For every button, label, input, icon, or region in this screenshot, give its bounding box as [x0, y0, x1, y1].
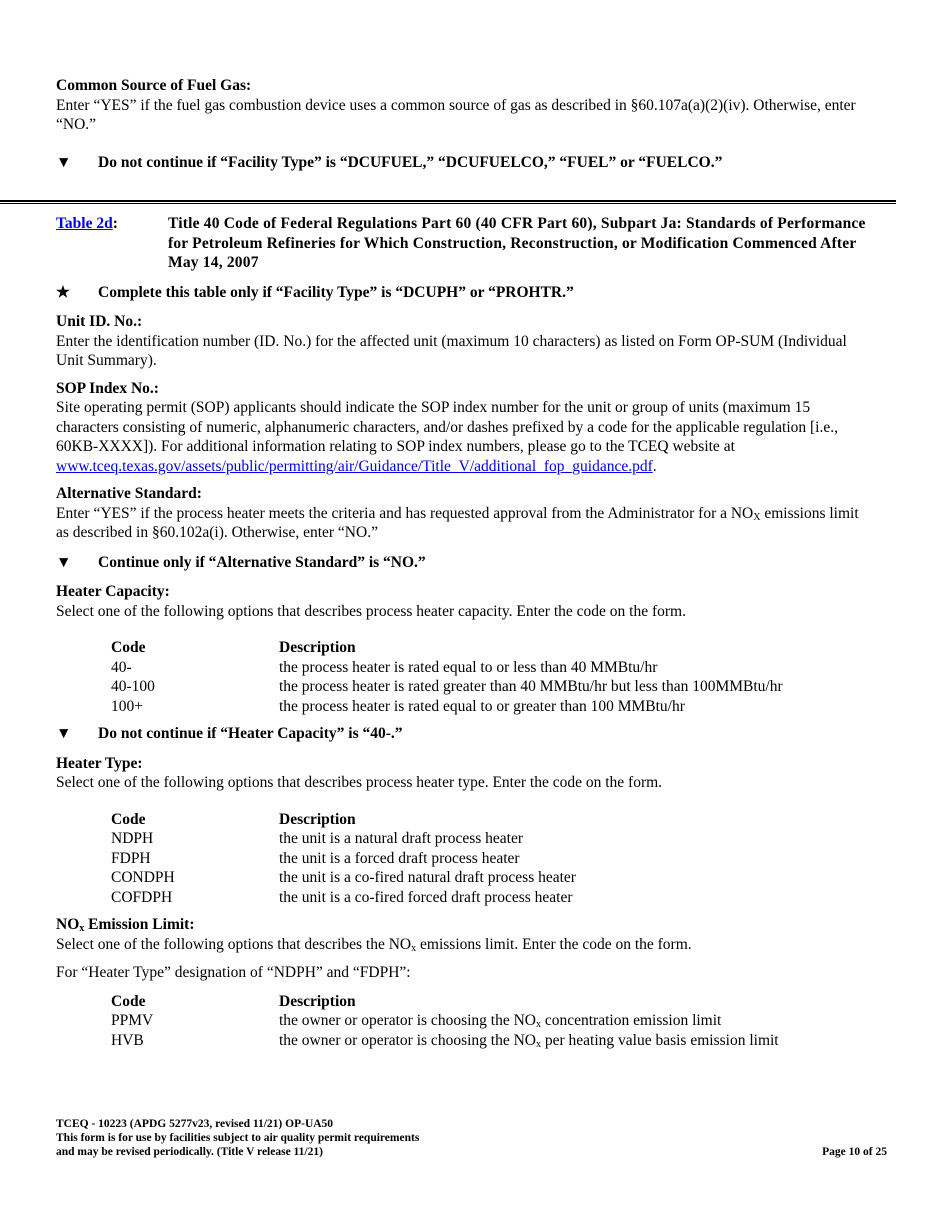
- complete-note-text: Complete this table only if “Facility Type” is “DCUPH” or “PROHTR.”: [98, 283, 574, 301]
- code-cell: 40-100: [111, 678, 155, 695]
- star-icon: ★: [56, 283, 70, 301]
- heater-type-table: [111, 810, 576, 908]
- unit-id-heading: Unit ID. No.:: [56, 313, 143, 330]
- description-cell: the unit is a forced draft process heater: [279, 849, 520, 867]
- code-cell: 40-: [111, 658, 132, 676]
- heater-capacity-heading: Heater Capacity:: [56, 583, 170, 600]
- table-row: [111, 888, 576, 908]
- code-cell: HVB: [111, 1031, 144, 1049]
- heater-capacity-text: Select one of the following options that describes process heater capacity. Enter the code on the form.: [56, 602, 686, 620]
- heater-type-section: [56, 754, 871, 908]
- nox-heading-a: NO: [56, 916, 80, 933]
- heater-type-text: Select one of the following options that describes process heater type. Enter the code on the form.: [56, 774, 663, 791]
- sop-index-heading: SOP Index No.:: [56, 379, 159, 397]
- alt-standard-text-b: emissions limit as described in §60.102a(i). Otherwise, enter “NO.”: [56, 504, 859, 541]
- fuel-gas-section: [56, 76, 871, 135]
- sop-index-text: [56, 398, 871, 476]
- page-number: Page 10 of 25: [822, 1146, 887, 1158]
- footer-revision-note: and may be revised periodically. (Title V release 11/21): [56, 1146, 323, 1158]
- col-code: Code: [111, 810, 146, 828]
- continue-note: [56, 553, 871, 573]
- alt-standard-text-a: Enter “YES” if the process heater meets the criteria and has requested approval from the Administrator for a NO: [56, 504, 754, 522]
- col-description: Description: [279, 639, 356, 656]
- nox-for-text: For “Heater Type” designation of “NDPH” and “FDPH”:: [56, 964, 411, 981]
- desc-sub: x: [535, 1019, 541, 1030]
- footer-form-id: TCEQ - 10223 (APDG 5277v23, revised 11/21) OP-UA50: [56, 1118, 334, 1130]
- description-cell: the unit is a natural draft process heater: [279, 830, 524, 847]
- description-cell: the process heater is rated equal to or less than 40 MMBtu/hr: [279, 658, 658, 676]
- desc-a: the owner or operator is choosing the NO: [279, 1012, 536, 1029]
- sop-index-end: .: [652, 457, 657, 475]
- tceq-guidance-link[interactable]: www.tceq.texas.gov/assets/public/permitting/air/Guidance/Title_V/additional_fop_guidance.pdf: [56, 457, 653, 475]
- alt-standard-text: [56, 504, 871, 543]
- desc-b: concentration emission limit: [540, 1012, 722, 1029]
- table-row: [111, 849, 576, 869]
- desc-a: the owner or operator is choosing the NO: [279, 1031, 536, 1049]
- col-description: Description: [279, 992, 356, 1010]
- desc-sub: x: [535, 1038, 541, 1050]
- down-triangle-icon: ▼: [56, 153, 72, 171]
- nox-text-sub: x: [411, 942, 417, 954]
- code-cell: FDPH: [111, 849, 151, 867]
- code-cell: PPMV: [111, 1012, 154, 1029]
- description-cell: [279, 1031, 779, 1051]
- col-description: Description: [279, 810, 356, 828]
- table-heading-colon: :: [112, 215, 118, 232]
- table-row: [111, 1011, 779, 1031]
- down-triangle-icon: ▼: [56, 725, 72, 742]
- heater-type-heading: Heater Type:: [56, 754, 143, 772]
- table-2d-link[interactable]: Table 2d: [56, 215, 113, 232]
- nox-heading-sub: x: [79, 923, 85, 934]
- unit-id-text: Enter the identification number (ID. No.) for the affected unit (maximum 10 characters) as listed on Form OP-SUM (Individual Unit Summary).: [56, 332, 847, 369]
- nox-heading-b: Emission Limit:: [84, 916, 195, 933]
- stop-note-facility-type: [56, 153, 871, 173]
- code-cell: NDPH: [111, 830, 154, 847]
- code-cell: 100+: [111, 697, 143, 715]
- continue-note-text: Continue only if “Alternative Standard” is “NO.”: [98, 553, 426, 571]
- heater-capacity-table: [111, 638, 783, 716]
- col-code: Code: [111, 992, 146, 1010]
- nox-limit-heading: [56, 915, 871, 935]
- table-header-row: [111, 638, 783, 658]
- alt-standard-heading: Alternative Standard:: [56, 485, 202, 502]
- table-row: [111, 677, 783, 697]
- table-title-text: Title 40 Code of Federal Regulations Part 60 (40 CFR Part 60), Subpart Ja: Standards of Performance for Petroleum Refineries for Which Construction, Reconstruction, or Modification Commenced After May 14, 2007: [168, 215, 866, 271]
- desc-b: per heating value basis emission limit: [540, 1031, 779, 1049]
- sop-index-body: Site operating permit (SOP) applicants should indicate the SOP index number for the unit or group of units (maximum 15 characters consisting of numeric, alphanumeric characters, and/or dashes prefixed by a code for the applicable regulation [i.e., 60KB-XXXX]). For additional information relating to SOP index numbers, please go to the TCEQ website at: [56, 399, 838, 455]
- table-row: [111, 658, 783, 678]
- heater-capacity-section: [56, 582, 871, 716]
- document-body: [56, 76, 871, 1058]
- nox-limit-text: [56, 935, 871, 955]
- table-header-row: [111, 992, 779, 1012]
- down-triangle-icon: ▼: [56, 553, 72, 571]
- nox-limit-table: [111, 992, 779, 1051]
- code-cell: CONDPH: [111, 869, 175, 886]
- code-cell: COFDPH: [111, 888, 173, 906]
- fuel-gas-heading: Common Source of Fuel Gas:: [56, 77, 252, 94]
- nox-text-b: emissions limit. Enter the code on the form.: [416, 935, 692, 953]
- alt-standard-section: [56, 484, 871, 543]
- description-cell: [279, 1011, 779, 1031]
- sop-index-section: [56, 379, 871, 477]
- nox-limit-section: [56, 915, 871, 1050]
- description-cell: the unit is a co-fired forced draft process heater: [279, 888, 573, 906]
- description-cell: the unit is a co-fired natural draft process heater: [279, 869, 576, 886]
- table-row: [111, 829, 576, 849]
- table-row: [111, 868, 576, 888]
- footer-usage-note: This form is for use by facilities subject to air quality permit requirements: [56, 1132, 420, 1144]
- stop-note-heater-capacity: [56, 724, 871, 744]
- table-row: [111, 697, 783, 717]
- stop-note-text: Do not continue if “Facility Type” is “DCUFUEL,” “DCUFUELCO,” “FUEL” or “FUELCO.”: [98, 153, 723, 171]
- description-cell: the process heater is rated equal to or greater than 100 MMBtu/hr: [279, 697, 685, 715]
- unit-id-section: [56, 312, 871, 371]
- complete-note: [56, 283, 871, 303]
- alt-standard-sub: X: [753, 511, 761, 523]
- page-footer: [56, 1117, 887, 1159]
- col-code: Code: [111, 639, 146, 656]
- description-cell: the process heater is rated greater than 40 MMBtu/hr but less than 100MMBtu/hr: [279, 678, 783, 695]
- stop-note-text: Do not continue if “Heater Capacity” is “40-.”: [98, 725, 403, 742]
- fuel-gas-text: Enter “YES” if the fuel gas combustion device uses a common source of gas as described in §60.107a(a)(2)(iv). Otherwise, enter “NO.”: [56, 96, 856, 133]
- table-heading: [56, 214, 871, 273]
- table-header-row: [111, 810, 576, 830]
- table-row: [111, 1031, 779, 1051]
- nox-text-a: Select one of the following options that describes the NO: [56, 935, 412, 953]
